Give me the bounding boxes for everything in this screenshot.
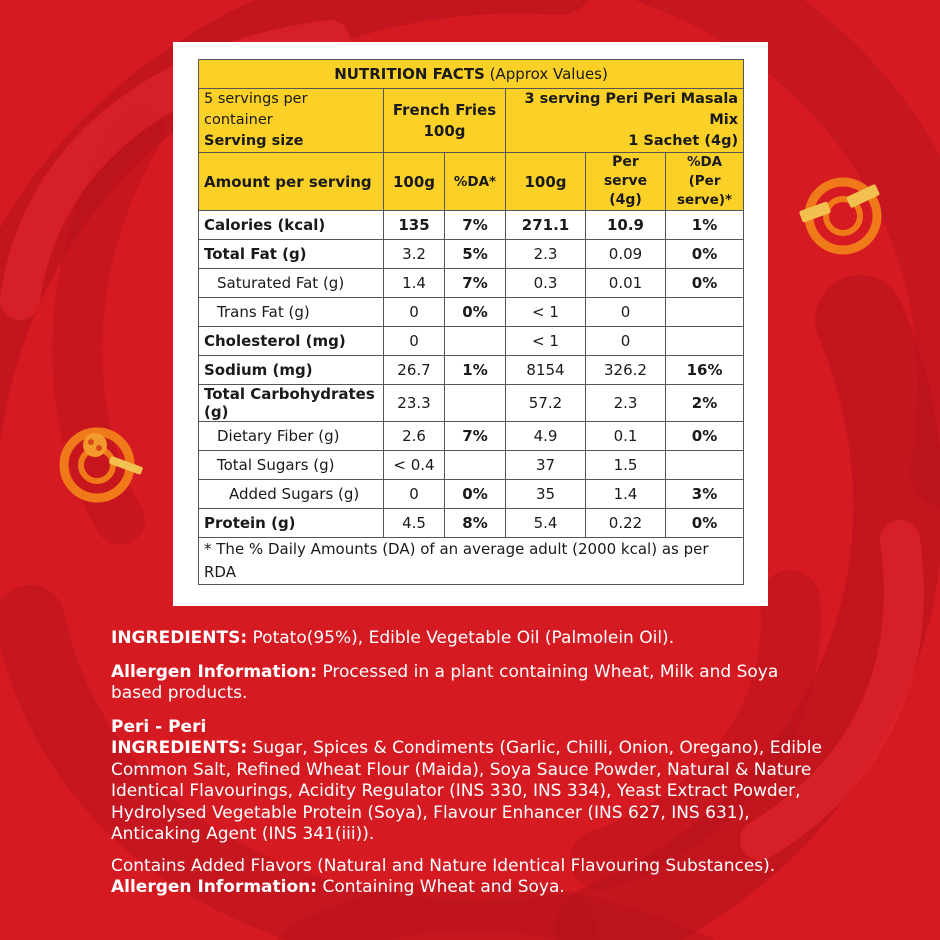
cell-ff100: 26.7 (384, 356, 445, 385)
cell-pp100: 5.4 (506, 509, 586, 538)
cell-ffda: 0% (445, 480, 506, 509)
peri-mix-header: 3 serving Peri Peri Masala Mix 1 Sachet (4g) (506, 89, 744, 153)
ff-100g-header: 100g (384, 153, 445, 211)
cell-pp100: 4.9 (506, 422, 586, 451)
cell-ffda: 1% (445, 356, 506, 385)
cell-ffda (445, 451, 506, 480)
cell-ppserve: 0 (586, 327, 666, 356)
cell-label: Sodium (mg) (199, 356, 384, 385)
cell-ppserve: 10.9 (586, 211, 666, 240)
cell-ppda: 0% (666, 269, 744, 298)
cell-label: Dietary Fiber (g) (199, 422, 384, 451)
cell-ppda: 0% (666, 422, 744, 451)
ingredients-line: INGREDIENTS: Potato(95%), Edible Vegetable Oil (Palmolein Oil). (111, 628, 675, 648)
french-fries-header: French Fries 100g (384, 89, 506, 153)
nutrient-rows (199, 211, 744, 538)
cell-label: Total Fat (g) (199, 240, 384, 269)
footnote: * The % Daily Amounts (DA) of an average adult (2000 kcal) as per RDA (199, 538, 744, 585)
added-flavors-line: Contains Added Flavors (Natural and Nature Identical Flavouring Substances). (111, 855, 776, 876)
peri-heading: Peri - Peri (111, 716, 207, 737)
cell-ffda: 7% (445, 422, 506, 451)
table-title-row (199, 60, 744, 89)
chilli-ring-icon (55, 425, 150, 515)
allergen-line: Allergen Information: Processed in a plant containing Wheat, Milk and Soya based products. (111, 661, 779, 703)
table-row (199, 480, 744, 509)
cell-ffda: 7% (445, 211, 506, 240)
nutrition-card (173, 42, 768, 606)
pp-da-header: %DA (Per serve)* (666, 153, 744, 211)
cell-ppda (666, 327, 744, 356)
table-row (199, 509, 744, 538)
cell-label: Protein (g) (199, 509, 384, 538)
peri-ingredients-line: INGREDIENTS: Sugar, Spices & Condiments (Garlic, Chilli, Onion, Oregano), Edible Common Salt, Refined Wheat Flour (Maida), Soya Sauce Powder, Natural & Nature Identical Flavourings, Acidity Regulator (INS 330, INS 334), Yeast Extract Powder, Hydrolysed Vegetable Protein (Soya), Flavour Enhancer (INS 627, INS 631), Anticaking Agent (INS 341(iii)). (111, 738, 822, 844)
amount-header-row (199, 153, 744, 211)
cell-ff100: 4.5 (384, 509, 445, 538)
cell-ppserve: 1.5 (586, 451, 666, 480)
cell-ffda: 7% (445, 269, 506, 298)
cell-ffda: 5% (445, 240, 506, 269)
cell-ffda (445, 327, 506, 356)
cell-label: Calories (kcal) (199, 211, 384, 240)
cell-pp100: 8154 (506, 356, 586, 385)
cell-ppserve: 2.3 (586, 385, 666, 422)
cell-pp100: 271.1 (506, 211, 586, 240)
table-row (199, 451, 744, 480)
cell-pp100: < 1 (506, 327, 586, 356)
cell-ppda: 3% (666, 480, 744, 509)
cell-ppda: 0% (666, 509, 744, 538)
table-row (199, 269, 744, 298)
cell-ff100: 23.3 (384, 385, 445, 422)
pp-per-serve-header: Per serve (4g) (586, 153, 666, 211)
cell-label: Saturated Fat (g) (199, 269, 384, 298)
cell-ff100: 3.2 (384, 240, 445, 269)
cell-ffda (445, 385, 506, 422)
cell-label: Total Sugars (g) (199, 451, 384, 480)
table-title: NUTRITION FACTS (Approx Values) (199, 60, 744, 89)
table-row (199, 240, 744, 269)
cell-ppserve: 0 (586, 298, 666, 327)
cell-label: Added Sugars (g) (199, 480, 384, 509)
table-row (199, 327, 744, 356)
cell-ff100: 135 (384, 211, 445, 240)
cell-ppserve: 0.09 (586, 240, 666, 269)
table-row (199, 356, 744, 385)
table-row (199, 385, 744, 422)
pp-100g-header: 100g (506, 153, 586, 211)
cell-ppda: 2% (666, 385, 744, 422)
ff-da-header: %DA* (445, 153, 506, 211)
cell-ppserve: 0.22 (586, 509, 666, 538)
cell-ff100: 1.4 (384, 269, 445, 298)
cell-ppda (666, 451, 744, 480)
cell-ppda: 16% (666, 356, 744, 385)
table-row (199, 298, 744, 327)
cell-ppserve: 0.01 (586, 269, 666, 298)
cell-ffda: 0% (445, 298, 506, 327)
cell-label: Total Carbohydrates (g) (199, 385, 384, 422)
cell-pp100: 57.2 (506, 385, 586, 422)
cell-pp100: 35 (506, 480, 586, 509)
cell-ff100: < 0.4 (384, 451, 445, 480)
cell-ffda: 8% (445, 509, 506, 538)
cell-pp100: 2.3 (506, 240, 586, 269)
cell-ff100: 0 (384, 298, 445, 327)
footnote-row (199, 538, 744, 585)
cell-ppda: 1% (666, 211, 744, 240)
table-row (199, 422, 744, 451)
cell-ppserve: 0.1 (586, 422, 666, 451)
serving-row (199, 89, 744, 153)
cell-ppserve: 1.4 (586, 480, 666, 509)
serving-info (199, 89, 384, 153)
cell-ppserve: 326.2 (586, 356, 666, 385)
cell-label: Trans Fat (g) (199, 298, 384, 327)
fries-ring-icon (795, 172, 890, 262)
allergen2-line: Allergen Information: Containing Wheat and Soya. (111, 877, 565, 897)
cell-pp100: 37 (506, 451, 586, 480)
ingredients-text (111, 628, 831, 899)
cell-pp100: < 1 (506, 298, 586, 327)
table-row (199, 211, 744, 240)
servings-per-container: 5 servings per container (204, 91, 308, 128)
cell-ff100: 2.6 (384, 422, 445, 451)
serving-size-label: Serving size (204, 133, 304, 149)
amount-per-serving: Amount per serving (199, 153, 384, 211)
nutrition-facts-table (198, 59, 744, 585)
cell-ppda: 0% (666, 240, 744, 269)
cell-pp100: 0.3 (506, 269, 586, 298)
cell-ff100: 0 (384, 480, 445, 509)
cell-ppda (666, 298, 744, 327)
cell-label: Cholesterol (mg) (199, 327, 384, 356)
cell-ff100: 0 (384, 327, 445, 356)
